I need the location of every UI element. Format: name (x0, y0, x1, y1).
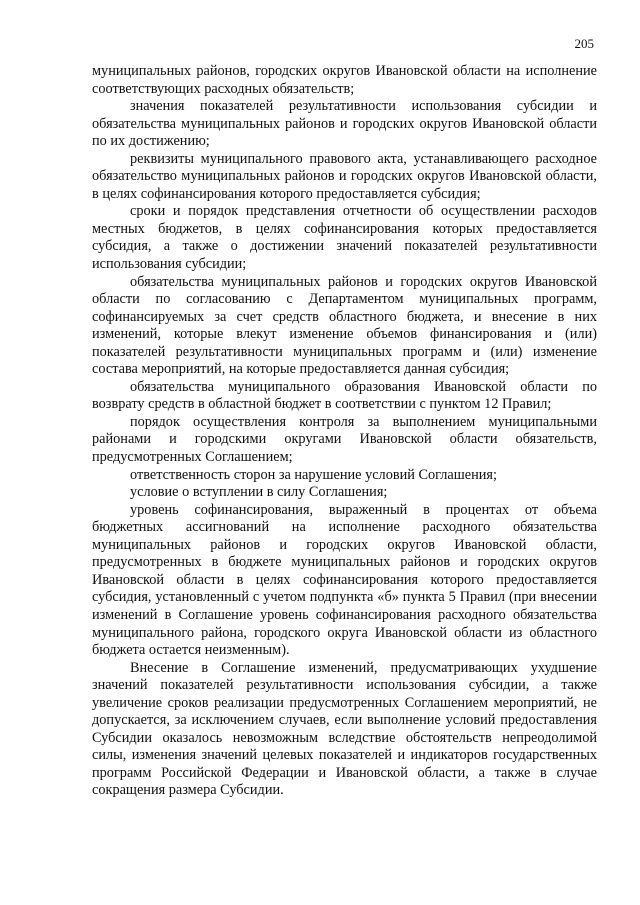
paragraph-amendment-restrictions: Внесение в Соглашение изменений, предусматривающих ухудшение значений показателей результативности использования субсидии, а также увеличение сроков реализации предусмотренных Соглашением мероприятий, не допускается, за исключением случаев, если выполнение условий предоставления Субсидии оказалось невозможным вследствие обстоятельств непреодолимой силы, изменения значений целевых показателей и индикаторов государственных программ Российской Федерации и Ивановской области, а также в случае сокращения размера Субсидии. (92, 659, 597, 799)
paragraph-control-procedure: порядок осуществления контроля за выполнением муниципальными районами и городскими округами Ивановской области обязательств, предусмотренных Соглашением; (92, 413, 597, 466)
paragraph-legal-act-details: реквизиты муниципального правового акта, устанавливающего расходное обязательство муниципальных районов и городских округов Ивановской области, в целях софинансирования которого предоставляется субсидия; (92, 150, 597, 202)
document-body (92, 63, 597, 800)
paragraph-liability: ответственность сторон за нарушение условий Соглашения; (130, 466, 497, 483)
paragraph-reporting-procedure: сроки и порядок представления отчетности об осуществлении расходов местных бюджетов, в целях софинансирования которых предоставляется субсидия, а также о достижении значений показателей результативности использования субсидии; (92, 203, 597, 273)
paragraph-program-approval-obligations: обязательства муниципальных районов и городских округов Ивановской области по согласованию с Департаментом муниципальных программ, софинансируемых за счет средств областного бюджета, и внесение в них изменений, которые влекут изменение объемов финансирования и (или) показателей результативности муниципальных программ и (или) изменение состава мероприятий, на которые предоставляется данная субсидия; (92, 273, 597, 378)
paragraph-indicator-values: значения показателей результативности использования субсидии и обязательства муниципальных районов и городских округов Ивановской области по их достижению; (92, 98, 597, 150)
paragraph-refund-obligations: обязательства муниципального образования Ивановской области по возврату средств в областной бюджет в соответствии с пунктом 12 Правил; (92, 378, 597, 413)
paragraph-entry-into-force: условие о вступлении в силу Соглашения; (130, 484, 388, 501)
paragraph-cofinancing-level: уровень софинансирования, выраженный в процентах от объема бюджетных ассигнований на исполнение расходного обязательства муниципальных районов и городских округов Ивановской области, предусмотренных в бюджете муниципальных районов и городских округов Ивановской области в целях софинансирования которого предоставляется субсидия, установленный с учетом подпункта «б» пункта 5 Правил (при внесении изменений в Соглашение уровень софинансирования расходного обязательства муниципального района, городского округа Ивановской области из областного бюджета остается неизменным). (92, 501, 597, 659)
paragraph-continuation: муниципальных районов, городских округов Ивановской области на исполнение соответствующих расходных обязательств; (92, 63, 597, 97)
page-number: 205 (574, 36, 594, 51)
